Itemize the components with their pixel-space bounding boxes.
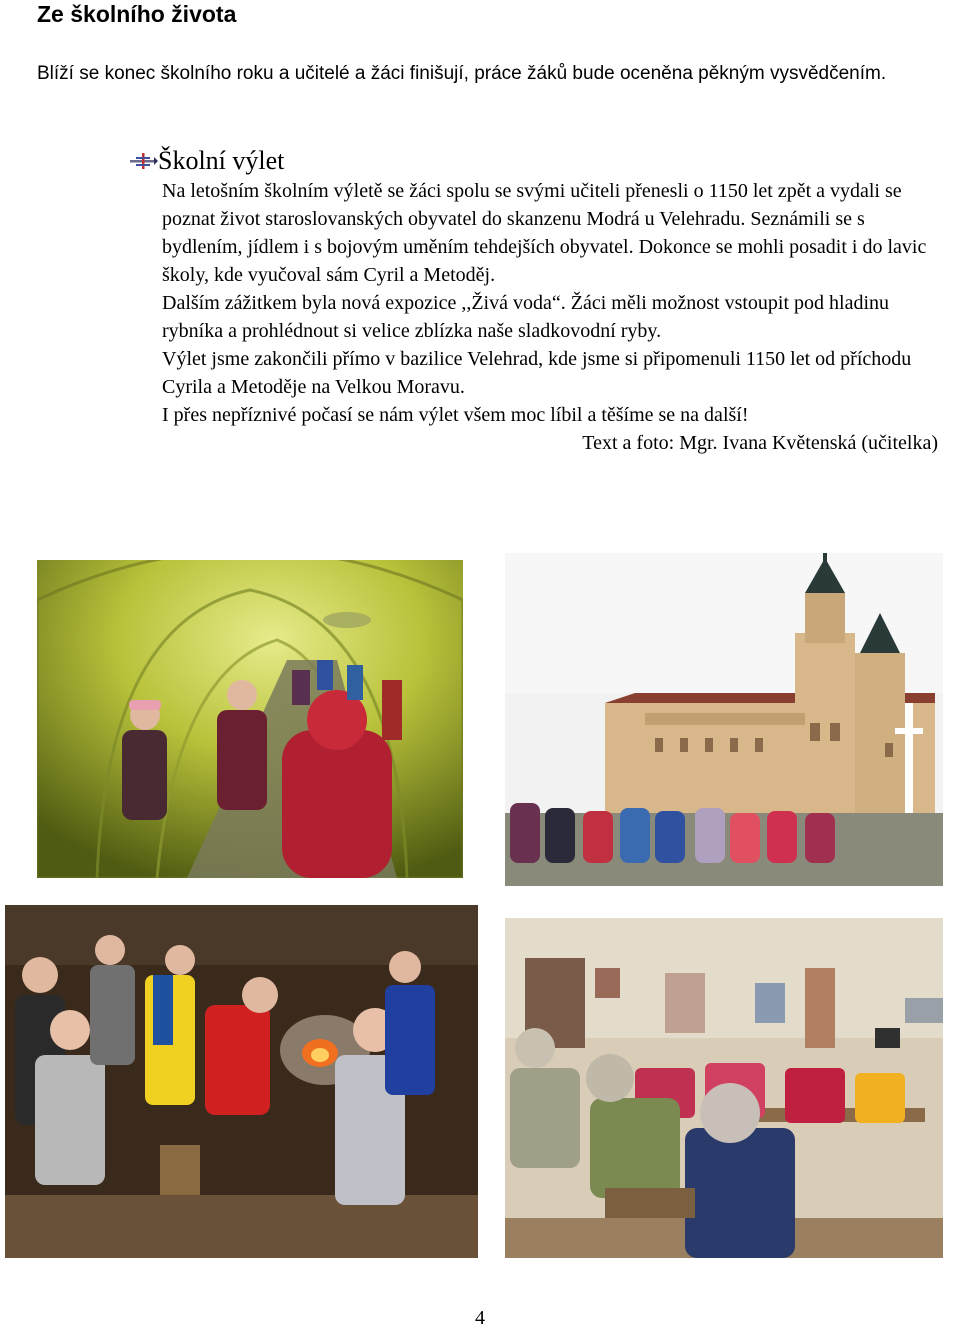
page-number: 4 xyxy=(475,1307,485,1329)
article-body xyxy=(128,177,938,457)
photo-slavic-hut xyxy=(5,905,478,1258)
arrow-bullet-icon xyxy=(128,149,158,173)
intro-paragraph: Blíží se konec školního roku a učitelé a žáci finišují, práce žáků bude oceněna pěkným vysvědčením. xyxy=(37,63,887,84)
article-paragraph: Výlet jsme zakončili přímo v bazilice Velehrad, kde jsme si připomenuli 1150 let od příchodu Cyrila a Metoděje na Velkou Moravu. xyxy=(162,348,912,398)
article-school-trip xyxy=(128,145,938,457)
article-paragraph: Dalším zážitkem byla nová expozice ,,Živá voda“. Žáci měli možnost vstoupit pod hladinu rybníka a prohlédnout si velice zblízka naše sladkovodní ryby. xyxy=(162,292,890,342)
photo-historic-classroom xyxy=(505,918,943,1258)
article-credit: Text a foto: Mgr. Ivana Květenská (učitelka) xyxy=(582,432,938,454)
photo-basilica-velehrad xyxy=(505,553,943,886)
photo-aquarium-tunnel xyxy=(37,560,463,878)
article-paragraph: I přes nepříznivé počasí se nám výlet všem moc líbil a těšíme se na další! xyxy=(162,404,749,426)
article-title: Školní výlet xyxy=(158,146,285,175)
article-title-row xyxy=(128,145,938,177)
page-heading: Ze školního života xyxy=(37,1,237,27)
article-paragraph: Na letošním školním výletě se žáci spolu se svými učiteli přenesli o 1150 let zpět a vydali se poznat život staroslovanských obyvatel do skanzenu Modrá u Velehradu. Seznámili se s bydlením, jídlem i s bojovým uměním tehdejších obyvatel. Dokonce se mohli posadit i do lavic školy, kde vyučoval sám Cyril a Metoděj. xyxy=(162,180,927,286)
